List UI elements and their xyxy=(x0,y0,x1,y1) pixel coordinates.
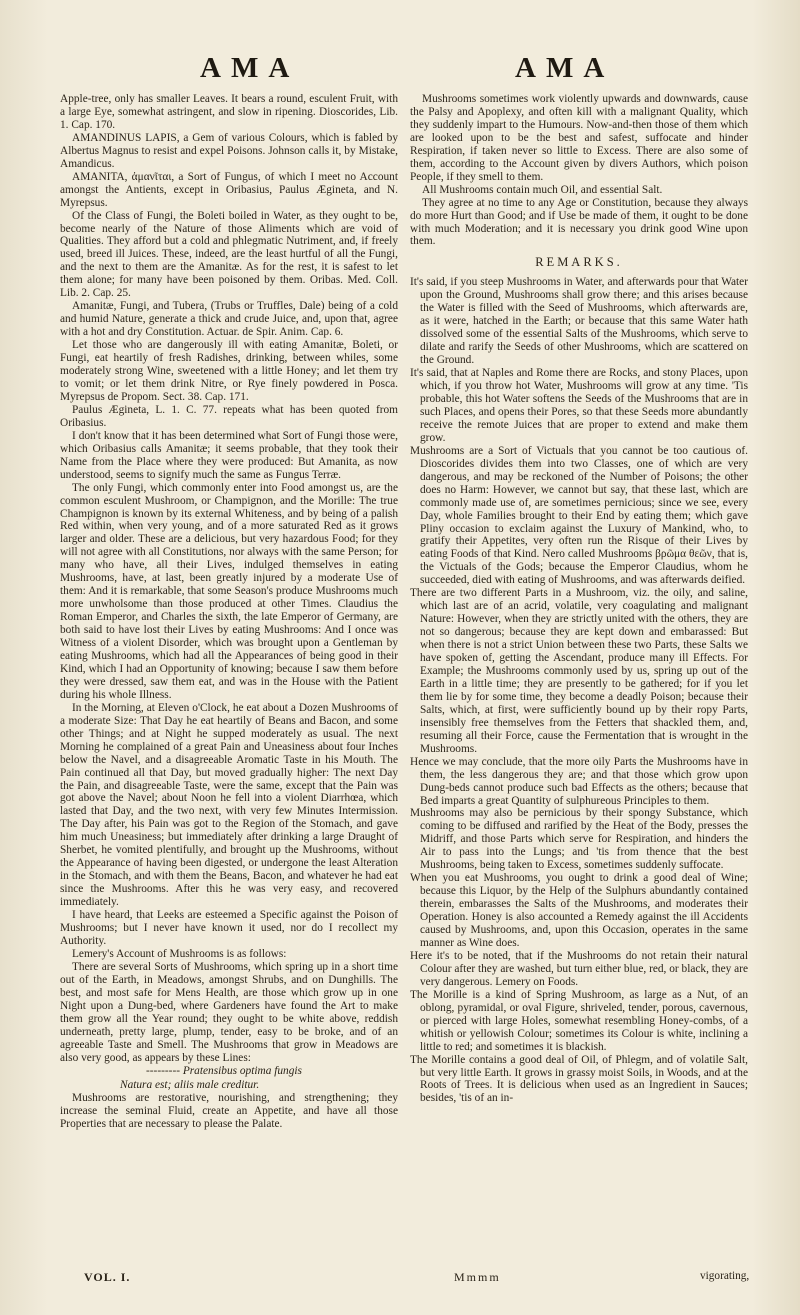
paragraph: Lemery's Account of Mushrooms is as follows: xyxy=(72,947,287,960)
paragraph: Of the Class of Fungi, the Boleti boiled in Water, as they ought to be, become nearly of the Nature of those Aliments which are void of Qualities. They afford but a cold and phlegmatic Nutriment, and, if freely used, breed ill Juices. These, indeed, are the least hurtful of all the Fungi, and the next to them are the Amanitæ. As for the rest, it is safest to let them alone; for many have been poisoned by them. Oribas. Med. Coll. Lib. 2. Cap. 25. xyxy=(60,209,398,300)
paragraph: They agree at no time to any Age or Constitution, because they always do more Hurt than Good; and if Use be made of them, it ought to be done with much Moderation; and it is necessary you drink good Wine upon them. xyxy=(410,196,748,248)
paragraph: --------- Pratensibus optima fungis xyxy=(146,1065,302,1078)
paragraph: Mushrooms may also be pernicious by their spongy Substance, which coming to be diffused and rarified by the Heat of the Body, presses the Midriff, and those Parts which serve for Respiration, and hinders the Air to pass into the Lungs; and 'tis from thence that the best Mushrooms, being taken to Excess, sometimes suddenly suffocate. xyxy=(410,807,748,872)
right-column xyxy=(410,93,748,1105)
running-head-left: AMA xyxy=(200,52,300,84)
paragraph: Paulus Ægineta, L. 1. C. 77. repeats what has been quoted from Oribasius. xyxy=(60,403,398,429)
running-head-right: AMA xyxy=(515,52,615,84)
section-heading: REMARKS. xyxy=(535,255,623,270)
paragraph: There are two different Parts in a Mushroom, viz. the oily, and saline, which last are of an acrid, volatile, very coagulating and malignant Nature: However, when they are strictly united with the others, they are not so dangerous; because they are kept down and embarassed: But when there is not a strict Union between these two Parts, these Salts we have spoken of, getting the Ascendant, produce many ill Effects. For Example; the Mushrooms commonly used by us, spring up out of the Earth in a little time; they are presently to be gathered; for if you let them lie by for some time, they become a deadly Poison; because their Salts, which, at first, were sufficiently bound up by their ropy Parts, insensibly free themselves from the Fetters that shackled them, and, resuming all their Force, cause the Fermentation that is wrought in the Mushrooms. xyxy=(410,587,748,755)
paragraph: Mushrooms are restorative, nourishing, and strengthening; they increase the seminal Fluid, create an Appetite, and have all those Properties that are necessary to please the Palate. xyxy=(60,1092,398,1131)
paragraph: Let those who are dangerously ill with eating Amanitæ, Boleti, or Fungi, eat heartily of fresh Radishes, drinking, between whiles, some moderately strong Wine, sweetened with a little Honey; and let them try to vomit; or let them drink Nitre, or Rye finely powdered in Posca. Myrepsus de Propom. Sect. 38. Cap. 171. xyxy=(60,339,398,403)
paragraph: Natura est; aliis male creditur. xyxy=(120,1079,260,1092)
paragraph: I don't know that it has been determined what Sort of Fungi those were, which Oribasius calls Amanitæ; it seems probable, that they took their Name from the Place where they were produced: But Amanita, as now understood, seems to signify much the same as Fungus Terræ. xyxy=(60,429,398,481)
paragraph: Mushrooms sometimes work violently upwards and downwards, cause the Palsy and Apoplexy, and often kill with a malignant Quality, which they suddenly impart to the Humours. Now-and-then those of them which are looked upon to be the best and safest, suffocate and hinder Respiration, if taken never so little to Excess. There are also some of them, according to the Account given by divers Authors, which poison People, if they smell to them. xyxy=(410,93,748,183)
paragraph: All Mushrooms contain much Oil, and essential Salt. xyxy=(422,183,663,196)
paragraph: Mushrooms are a Sort of Victuals that you cannot be too cautious of. Dioscorides divides them into two Classes, one of which are very dangerous, and may be reckoned of the Number of Poisons; the other does no Harm: However, we cannot but say, that these last, which are commonly made use of, are sometimes pernicious; since we see, every Day, whole Families brought to their End by eating them; which gave Pliny occasion to exclaim against the Luxury of Mankind, who, to gratify their Appetites, very often run the Risque of their Lives by eating Foods of that Kind. Nero called Mushrooms βρῶμα θεῶν, that is, the Victuals of the Gods; because the Emperor Claudius, whom he succeeded, died with eating of Mushrooms, and was afterwards deified. xyxy=(410,444,748,587)
paragraph: Here it's to be noted, that if the Mushrooms do not retain their natural Colour after they are washed, but turn either blue, red, or black, they are very dangerous. Lemery on Foods. xyxy=(410,949,748,988)
paragraph: It's said, that at Naples and Rome there are Rocks, and stony Places, upon which, if you throw hot Water, Mushrooms will grow at any time. 'Tis probable, this hot Water softens the Seeds of the Mushrooms that are in such Places, and opens their Pores, so that these Seeds more abundantly receive the remote Juices that are proper to extend and make them grow. xyxy=(410,367,748,444)
paragraph: Amanitæ, Fungi, and Tubera, (Trubs or Truffles, Dale) being of a cold and humid Nature, generate a thick and crude Juice, and, upon that, agree with a hot and dry Constitution. Actuar. de Spir. Anim. Cap. 6. xyxy=(60,300,398,339)
signature-mark: Mmmm xyxy=(454,1270,501,1284)
paragraph: I have heard, that Leeks are esteemed a Specific against the Poison of Mushrooms; but I never have known it used, nor do I recollect my Authority. xyxy=(60,909,398,947)
catchword: vigorating, xyxy=(700,1270,750,1282)
volume-number: VOL. I. xyxy=(84,1270,131,1284)
paragraph: There are several Sorts of Mushrooms, which spring up in a short time out of the Earth, in Meadows, amongst Shrubs, and on Dunghills. The best, and most safe for Mens Health, are those which grow up in one Night upon a Dung-bed, where Gardeners have found the Art to make them grow all the Year round; they ought to be white above, reddish underneath, pretty large, plump, tender, easy to be broke, and of an agreeable Taste and Smell. The Mushrooms that grow in Meadows are also very good, as appears by these Lines: xyxy=(60,960,398,1064)
left-column xyxy=(60,93,398,1131)
paragraph: The Morille contains a good deal of Oil, of Phlegm, and of volatile Salt, but very little Earth. It grows in grassy moist Soils, in Woods, and at the Roots of Trees. It is delicious when used as an Ingredient in Sauces; besides, 'tis of an in- xyxy=(410,1053,748,1105)
paragraph: In the Morning, at Eleven o'Clock, he eat about a Dozen Mushrooms of a moderate Size: That Day he eat heartily of Beans and Bacon, and some other Things; and at Night he supped moderately as usual. The next Morning he complained of a great Pain and Uneasiness about four Inches below the Navel, and a disagreeable Aromatic Taste in his Mouth. The Pain continued all that Day, but moved gradually higher: The next Day the Pain, and disagreeable Taste, were the same, except that the Pain was got above the Navel; about Noon he fell into a violent Diarrhœa, which lasted that Day, and the two next, with very few Minutes Intermission. The Day after, his Pain was got to the Region of the Stomach, and gave him much Uneasiness; but immediately after drinking a large Draught of Sherbet, he vomited plentifully, and brought up the Mushrooms, without the Appearance of having been digested, or undergone the least Alteration in the Stomach, and with them the Beans, Bacon, and whatever he had eat since the Mushrooms. After this he was very easy, and recovered immediately. xyxy=(60,701,398,909)
paragraph: AMANDINUS LAPIS, a Gem of various Colours, which is fabled by Albertus Magnus to resist and expel Poisons. Johnson calls it, by Mistake, Amandicus. xyxy=(60,131,398,170)
paragraph: The Morille is a kind of Spring Mushroom, as large as a Nut, of an oblong, pyramidal, or oval Figure, shriveled, tender, porous, cavernous, or pierced with large Holes, somewhat resembling Honey-combs, of a whitish or yellowish Colour; sometimes its Colour is white, inclining a little to red; and sometimes it is blackish. xyxy=(410,988,748,1053)
paragraph: The only Fungi, which commonly enter into Food amongst us, are the common esculent Mushroom, or Champignon, and the Morille: The true Champignon is known by its external Whiteness, and by being of a palish Red within, when very young, and of a more saturated Red as it grows larger and older. These are a delicious, but very hazardous Food; for they will not agree with all Constitutions, nor always with the same Person; for many who have, all their Lives, indulged themselves in eating Mushrooms, have, at last, been greatly injured by a moderate Use of them: And it is remarkable, that some Season's produce Mushrooms much more unwholsome than those produced at other Times. Claudius the Roman Emperor, and Charles the sixth, the late Emperor of Germany, are both said to have lost their Lives by eating Mushrooms: And I once was Witness of a violent Disorder, which was brought upon a Gentleman by eating Mushrooms, which had all the Appearances of being good in their Kind, which I had an Opportunity of knowing; because I saw them before they were dressed, saw them eat, and was in the House with the Patient during his whole Illness. xyxy=(60,481,398,701)
paragraph: Hence we may conclude, that the more oily Parts the Mushrooms have in them, the less dangerous they are; and that those which grow upon Dung-beds cannot produce such bad Effects as the others; because that Bed imparts a great Quantity of sulphureous Principles to them. xyxy=(410,755,748,807)
paragraph: Apple-tree, only has smaller Leaves. It bears a round, esculent Fruit, with a large Eye, somewhat astringent, and slow in ripening. Dioscorides, Lib. 1. Cap. 170. xyxy=(60,93,398,131)
paragraph: It's said, if you steep Mushrooms in Water, and afterwards pour that Water upon the Ground, Mushrooms shall grow there; and this arises because the Water is filled with the Seed of Mushrooms, which afterwards are, as it were, hatched in the Earth; or because that this same Water hath dissolved some of the essential Salts of the Mushrooms, which serve to dilate and rarify the Seeds of other Mushrooms, which are scattered on the Ground. xyxy=(410,276,748,367)
paragraph: When you eat Mushrooms, you ought to drink a good deal of Wine; because this Liquor, by the Help of the Sulphurs abundantly contained therein, embarasses the Salts of the Mushrooms, and moderates their Operation. Honey is also accounted a Remedy against the ill Accidents caused by Mushrooms, and, upon this Occasion, operates in the same manner as Wine does. xyxy=(410,872,748,949)
paragraph: AMANITA, ἀμανῖται, a Sort of Fungus, of which I meet no Account amongst the Antients, except in Oribasius, Paulus Ægineta, and N. Myrepsus. xyxy=(60,170,398,209)
